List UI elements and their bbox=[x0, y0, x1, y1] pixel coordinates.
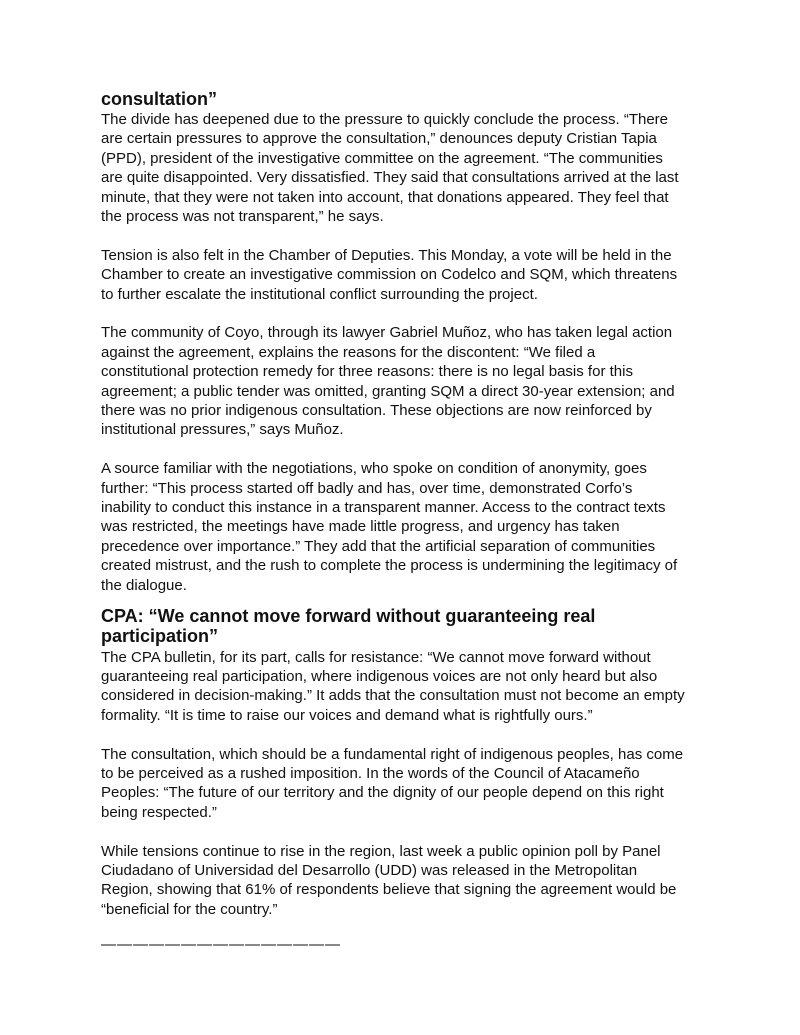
paragraph-source bbox=[101, 459, 741, 595]
text-line: consultation” bbox=[101, 89, 217, 109]
text-line: inability to conduct this instance in a transparent manner. Access to the contract texts bbox=[101, 499, 666, 517]
paragraph-chamber bbox=[101, 246, 741, 304]
text-line: further: “This process started off badly and has, over time, demonstrated Corfo’s bbox=[101, 479, 633, 497]
paragraph-poll bbox=[101, 842, 741, 920]
text-line: The consultation, which should be a fundamental right of indigenous peoples, has come bbox=[101, 745, 684, 763]
text-line: formality. “It is time to raise our voices and demand what is rightfully ours.” bbox=[101, 706, 593, 724]
text-line: The CPA bulletin, for its part, calls for resistance: “We cannot move forward without bbox=[101, 648, 651, 666]
text-line: to further escalate the institutional conflict surrounding the project. bbox=[101, 285, 538, 303]
text-line: was restricted, the meetings have made little progress, and urgency has taken bbox=[101, 518, 620, 536]
text-line: agreement; a public tender was omitted, granting SQM a direct 30-year extension; and bbox=[101, 382, 675, 400]
text-line: the dialogue. bbox=[101, 576, 187, 594]
section-heading-cpa bbox=[101, 606, 741, 646]
paragraph-cpa-bulletin bbox=[101, 648, 741, 726]
text-line: “beneficial for the country.” bbox=[101, 900, 278, 918]
text-line: the process was not transparent,” he says. bbox=[101, 208, 384, 226]
text-line: Peoples: “The future of our territory and the dignity of our people depend on this right bbox=[101, 784, 664, 802]
paragraph-divide bbox=[101, 110, 741, 226]
text-line: are certain pressures to approve the consultation,” denounces deputy Cristian Tapia bbox=[101, 130, 657, 148]
text-line: Region, showing that 61% of respondents believe that signing the agreement would be bbox=[101, 881, 677, 899]
section-heading-continued bbox=[101, 90, 741, 110]
text-line: to be perceived as a rushed imposition. In the words of the Council of Atacameño bbox=[101, 764, 640, 782]
text-line: there was no prior indigenous consultation. These objections are now reinforced by bbox=[101, 402, 652, 420]
text-line: CPA: “We cannot move forward without guaranteeing real bbox=[101, 605, 596, 626]
document-page bbox=[101, 90, 741, 955]
text-line: minute, that they were not taken into account, that donations appeared. They feel that bbox=[101, 188, 669, 206]
text-line: The divide has deepened due to the pressure to quickly conclude the process. “There bbox=[101, 111, 669, 128]
text-line: The community of Coyo, through its lawyer Gabriel Muñoz, who has taken legal action bbox=[101, 324, 673, 342]
separator-dashes: ——————————————— bbox=[101, 935, 341, 953]
text-line: considered in decision-making.” It adds that the consultation must not become an empty bbox=[101, 687, 685, 705]
text-line: While tensions continue to rise in the region, last week a public opinion poll by Panel bbox=[101, 842, 661, 860]
text-line: against the agreement, explains the reasons for the discontent: “We filed a bbox=[101, 343, 596, 361]
text-line: Tension is also felt in the Chamber of Deputies. This Monday, a vote will be held in the bbox=[101, 246, 672, 264]
text-line: Ciudadano of Universidad del Desarrollo (UDD) was released in the Metropolitan bbox=[101, 861, 638, 879]
text-line: Chamber to create an investigative commission on Codelco and SQM, which threatens bbox=[101, 266, 678, 284]
text-line: institutional pressures,” says Muñoz. bbox=[101, 421, 344, 439]
text-line: precedence over importance.” They add that the artificial separation of communities bbox=[101, 537, 656, 555]
text-line: (PPD), president of the investigative committee on the agreement. “The communities bbox=[101, 149, 663, 167]
text-line: A source familiar with the negotiations, who spoke on condition of anonymity, goes bbox=[101, 460, 647, 478]
text-line: created mistrust, and the rush to complete the process is undermining the legitimacy of bbox=[101, 557, 678, 575]
text-line: constitutional protection remedy for three reasons: there is no legal basis for this bbox=[101, 363, 633, 381]
text-line: are quite disappointed. Very dissatisfied. They said that consultations arrived at the last bbox=[101, 169, 679, 187]
text-line: participation” bbox=[101, 625, 219, 646]
paragraph-coyo bbox=[101, 323, 741, 439]
text-line: guaranteeing real participation, where indigenous voices are not only heard but also bbox=[101, 667, 658, 685]
paragraph-consultation bbox=[101, 745, 741, 823]
text-line: being respected.” bbox=[101, 803, 217, 821]
